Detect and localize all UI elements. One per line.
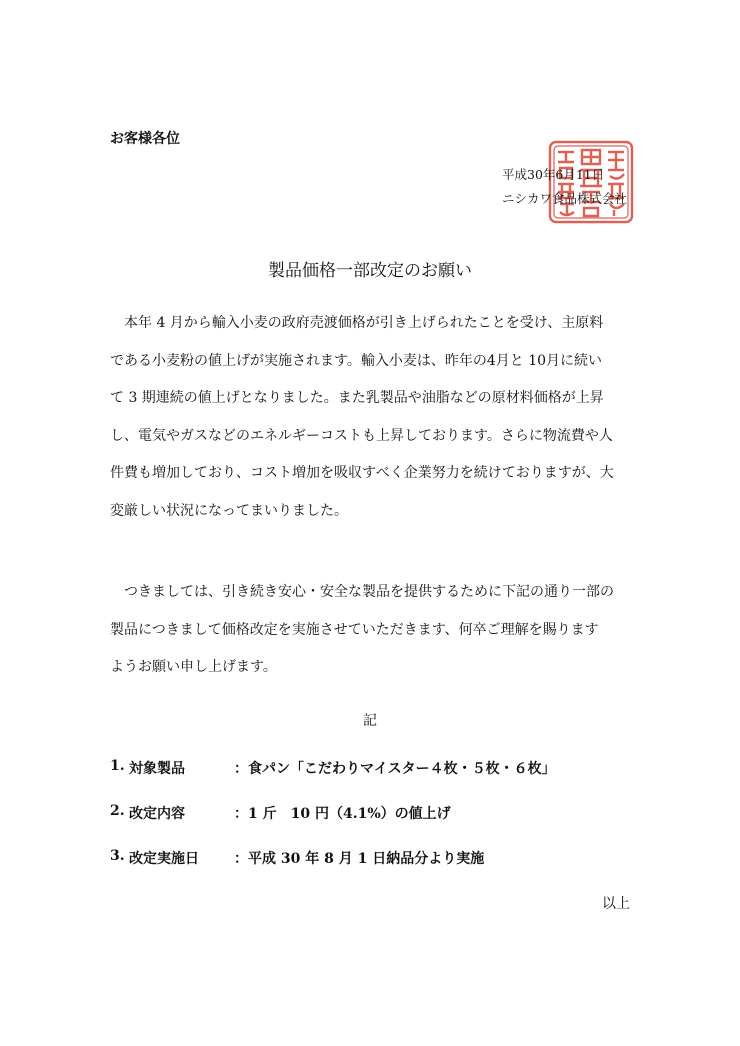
paragraph-line: て 3 期連続の値上げとなりました。また乳製品や油脂などの原材料価格が上昇 xyxy=(110,390,604,406)
sender-block xyxy=(502,163,627,211)
item-number: 2. xyxy=(110,803,125,819)
paragraph-line: 件費も増加しており、コスト増加を吸収すべく企業努力を続けておりますが、大 xyxy=(110,465,614,481)
paragraph-line: つきましては、引き続き安心・安全な製品を提供するために下記の通り一部の xyxy=(124,584,614,600)
item-value: ：平成 30 年 8 月 1 日納品分より実施 xyxy=(234,851,485,867)
list-item xyxy=(110,758,630,803)
closing-word: 以上 xyxy=(602,896,630,912)
document-title: 製品価格一部改定のお願い xyxy=(268,261,472,281)
item-label: 対象製品 xyxy=(129,761,185,777)
list-item xyxy=(110,848,630,893)
paragraph-request xyxy=(110,574,635,687)
paragraph-price-background xyxy=(110,305,635,530)
company-name: ニシカワ食品株式会社 xyxy=(502,191,628,206)
list-item xyxy=(110,803,630,848)
issue-date: 平成30年6月11日 xyxy=(502,167,605,182)
addressee: お客様各位 xyxy=(110,131,180,147)
item-value: ：1 斤 10 円（4.1%）の値上げ xyxy=(234,806,451,822)
paragraph-line: である小麦粉の値上げが実施されます。輸入小麦は、昨年の4月と 10月に続い xyxy=(110,352,603,369)
paragraph-line: ようお願い申し上げます。 xyxy=(110,659,277,675)
item-label: 改定内容 xyxy=(129,806,185,822)
item-value: ：食パン「こだわりマイスター４枚・５枚・６枚」 xyxy=(234,761,556,777)
revision-items xyxy=(110,758,630,893)
paragraph-line: 製品につきまして価格改定を実施させていただきます、何卒ご理解を賜ります xyxy=(110,621,599,638)
paragraph-line: 変厳しい状況になってまいりました。 xyxy=(110,502,348,519)
paragraph-line: 本年 4 月から輸入小麦の政府売渡価格が引き上げられたことを受け、主原料 xyxy=(124,315,604,331)
item-number: 1. xyxy=(110,758,125,774)
paragraph-line: し、電気やガスなどのエネルギーコストも上昇しております。さらに物流費や人 xyxy=(110,427,613,444)
ki-heading: 記 xyxy=(363,713,377,729)
item-label: 改定実施日 xyxy=(129,851,199,867)
item-number: 3. xyxy=(110,848,125,864)
